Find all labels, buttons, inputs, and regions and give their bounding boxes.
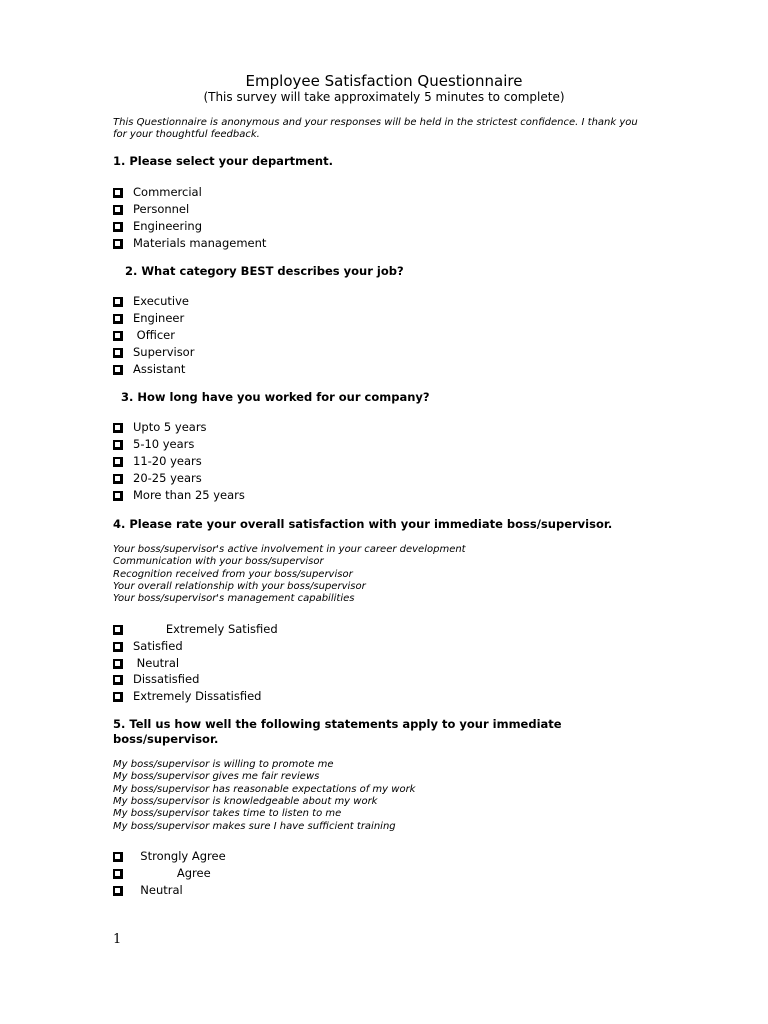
question-1: 1. Please select your department. — [113, 154, 333, 168]
option-label: Extremely Satisfied — [133, 622, 278, 636]
page-subtitle: (This survey will take approximately 5 minutes to complete) — [203, 90, 565, 104]
option-executive[interactable] — [113, 294, 189, 309]
checkbox-icon[interactable] — [113, 239, 123, 249]
option-commercial[interactable] — [113, 185, 202, 200]
option-more-than-25-years[interactable] — [113, 488, 245, 503]
option-label: Engineer — [133, 311, 185, 325]
option-label: Neutral — [133, 656, 180, 670]
option-extremely-satisfied[interactable] — [113, 622, 278, 637]
question-2: 2. What category BEST describes your job? — [125, 264, 404, 278]
checkbox-icon[interactable] — [113, 348, 123, 358]
statement: Your overall relationship with your boss/supervisor — [113, 580, 366, 592]
checkbox-icon[interactable] — [113, 222, 123, 232]
option-label: Satisfied — [133, 639, 183, 653]
checkbox-icon[interactable] — [113, 659, 123, 669]
option-supervisor[interactable] — [113, 345, 194, 360]
intro-text: This Questionnaire is anonymous and your responses will be held in the strictest confidence. I thank you for your thoughtful feedback. — [113, 117, 638, 140]
checkbox-icon[interactable] — [113, 297, 123, 307]
option-label: Dissatisfied — [133, 672, 200, 686]
checkbox-icon[interactable] — [113, 188, 123, 198]
checkbox-icon[interactable] — [113, 491, 123, 501]
option-agree[interactable] — [113, 866, 211, 881]
option-label: Neutral — [133, 883, 183, 897]
checkbox-icon[interactable] — [113, 314, 123, 324]
checkbox-icon[interactable] — [113, 365, 123, 375]
option-label: Materials management — [133, 236, 267, 250]
option-label: 11-20 years — [133, 454, 202, 468]
statement: Your boss/supervisor's management capabilities — [113, 593, 355, 605]
statement: My boss/supervisor has reasonable expectations of my work — [113, 783, 416, 795]
checkbox-icon[interactable] — [113, 852, 123, 862]
checkbox-icon[interactable] — [113, 625, 123, 635]
option-label: Upto 5 years — [133, 420, 207, 434]
option-personnel[interactable] — [113, 202, 189, 217]
page-title: Employee Satisfaction Questionnaire — [245, 72, 523, 90]
option-satisfied[interactable] — [113, 639, 183, 654]
option-engineer[interactable] — [113, 311, 184, 326]
statement: Your boss/supervisor's active involvement in your career development — [113, 544, 466, 555]
option-11-20-years[interactable] — [113, 454, 202, 469]
option-label: Officer — [133, 328, 175, 342]
checkbox-icon[interactable] — [113, 886, 123, 896]
option-neutral[interactable] — [113, 656, 179, 671]
option-engineering[interactable] — [113, 219, 202, 234]
statement: My boss/supervisor takes time to listen to me — [113, 808, 342, 820]
question-3: 3. How long have you worked for our company? — [121, 390, 430, 404]
statement: My boss/supervisor gives me fair reviews — [113, 771, 320, 783]
checkbox-icon[interactable] — [113, 675, 123, 685]
option-label: 20-25 years — [133, 471, 202, 485]
option-assistant[interactable] — [113, 362, 185, 377]
option-label: Extremely Dissatisfied — [133, 689, 262, 703]
option-materials-management[interactable] — [113, 236, 266, 251]
statement: Communication with your boss/supervisor — [113, 556, 324, 568]
option-label: More than 25 years — [133, 488, 245, 502]
checkbox-icon[interactable] — [113, 457, 123, 467]
statement: My boss/supervisor is willing to promote me — [113, 759, 334, 770]
question-4: 4. Please rate your overall satisfaction with your immediate boss/supervisor. — [113, 517, 613, 531]
checkbox-icon[interactable] — [113, 474, 123, 484]
question-5: 5. Tell us how well the following statements apply to your immediate boss/supervisor. — [113, 717, 562, 746]
option-20-25-years[interactable] — [113, 471, 202, 486]
checkbox-icon[interactable] — [113, 331, 123, 341]
checkbox-icon[interactable] — [113, 869, 123, 879]
option-neutral-5[interactable] — [113, 883, 183, 898]
option-label: Commercial — [133, 185, 202, 199]
option-upto-5-years[interactable] — [113, 420, 207, 435]
option-label: Strongly Agree — [133, 849, 226, 863]
checkbox-icon[interactable] — [113, 692, 123, 702]
statement: My boss/supervisor makes sure I have sufficient training — [113, 820, 396, 832]
option-5-10-years[interactable] — [113, 437, 194, 452]
checkbox-icon[interactable] — [113, 423, 123, 433]
option-label: Assistant — [133, 362, 186, 376]
option-label: Personnel — [133, 202, 190, 216]
option-label: Engineering — [133, 219, 202, 233]
option-label: Agree — [133, 866, 211, 880]
checkbox-icon[interactable] — [113, 642, 123, 652]
checkbox-icon[interactable] — [113, 205, 123, 215]
option-dissatisfied[interactable] — [113, 672, 199, 687]
option-label: Supervisor — [133, 345, 195, 359]
option-extremely-dissatisfied[interactable] — [113, 689, 261, 704]
checkbox-icon[interactable] — [113, 440, 123, 450]
option-label: Executive — [133, 294, 189, 308]
page-number: 1 — [113, 932, 122, 947]
option-label: 5-10 years — [133, 437, 195, 451]
statement: My boss/supervisor is knowledgeable about my work — [113, 795, 378, 807]
option-strongly-agree[interactable] — [113, 849, 226, 864]
option-officer[interactable] — [113, 328, 175, 343]
statement: Recognition received from your boss/supervisor — [113, 568, 353, 580]
